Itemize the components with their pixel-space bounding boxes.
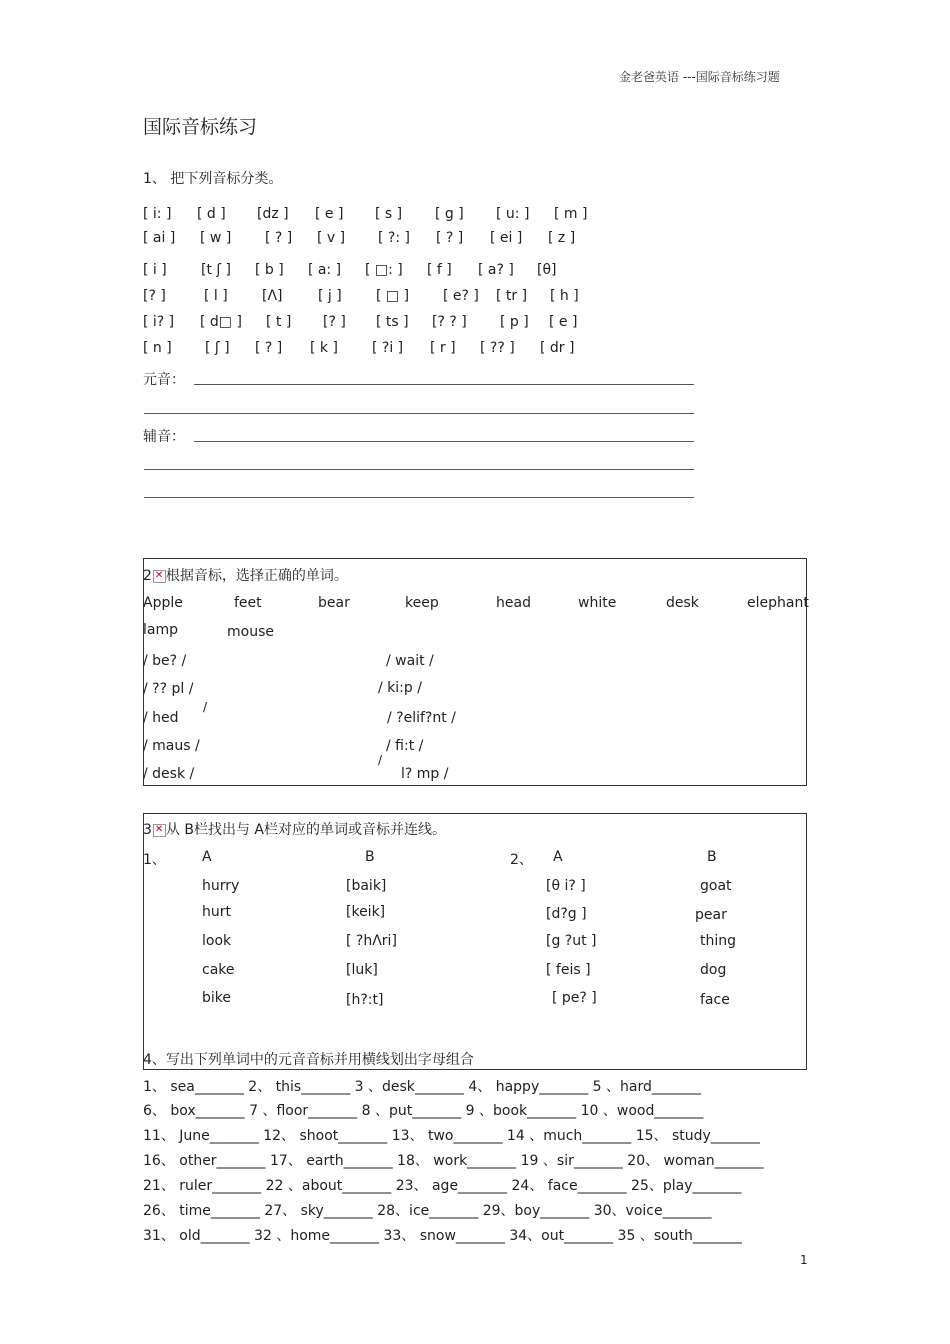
match-item-a[interactable]: [g ?ut ]: [546, 933, 597, 949]
exercise-row[interactable]: 16、 other_______ 17、 earth_______ 18、 work_______ 19 、sir_______ 20、 woman_______: [143, 1153, 764, 1169]
section-1-heading: 1、 把下列音标分类。: [143, 171, 283, 187]
group-1-label: 1、: [143, 852, 166, 868]
vowel-label: 元音：: [143, 372, 185, 388]
phonetic-symbol: [ s ]: [375, 206, 403, 222]
match-item-b[interactable]: thing: [700, 933, 737, 949]
match-item-b[interactable]: [h?:t]: [346, 992, 384, 1008]
match-item-b[interactable]: [keik]: [346, 904, 386, 920]
phonetic-symbol: [ r ]: [430, 340, 456, 356]
broken-image-icon: [153, 824, 166, 837]
exercise-row[interactable]: 26、 time_______ 27、 sky_______ 28、ice_______ 29、boy_______ 30、voice_______: [143, 1203, 712, 1219]
phonetic-symbol: [ ai ]: [143, 230, 176, 246]
word-option: feet: [234, 595, 262, 611]
phonetic-item: / hed: [143, 710, 179, 726]
section-number: 3: [143, 822, 152, 838]
column-a-header: A: [202, 849, 212, 865]
word-option: desk: [666, 595, 699, 611]
section-3-heading: [143, 819, 446, 839]
exercise-row[interactable]: 21、 ruler_______ 22 、about_______ 23、 age_______ 24、 face_______ 25、play_______: [143, 1178, 742, 1194]
phonetic-symbol: [ e? ]: [443, 288, 479, 304]
match-item-a[interactable]: [d?g ]: [546, 906, 587, 922]
match-item-b[interactable]: [luk]: [346, 962, 378, 978]
phonetic-symbol: [ a: ]: [308, 262, 342, 278]
match-item-b[interactable]: face: [700, 992, 730, 1008]
section-number: 2: [143, 568, 152, 584]
word-option: keep: [405, 595, 439, 611]
phonetic-item: l? mp /: [401, 766, 449, 782]
answer-line[interactable]: [144, 497, 694, 498]
answer-line[interactable]: [144, 469, 694, 470]
phonetic-symbol: [ n ]: [143, 340, 172, 356]
phonetic-symbol: [ j ]: [318, 288, 342, 304]
phonetic-item: / maus /: [143, 738, 200, 754]
phonetic-symbol: [θ]: [537, 262, 557, 278]
heading-text: 从 B栏找出与 A栏对应的单词或音标并连线。: [165, 822, 447, 838]
phonetic-symbol: [ ei ]: [490, 230, 523, 246]
match-item-b[interactable]: [baik]: [346, 878, 387, 894]
heading-text: 根据音标，选择正确的单词。: [165, 568, 348, 584]
phonetic-symbol: [ f ]: [427, 262, 452, 278]
phonetic-symbol: [ a? ]: [478, 262, 514, 278]
phonetic-symbol: [ e ]: [549, 314, 578, 330]
column-b-header: B: [365, 849, 375, 865]
word-option: Apple: [143, 595, 183, 611]
answer-line[interactable]: [194, 441, 694, 442]
phonetic-symbol: [? ]: [143, 288, 166, 304]
word-option: elephant: [747, 595, 809, 611]
phonetic-symbol: [ v ]: [317, 230, 346, 246]
phonetic-symbol: [ e ]: [315, 206, 344, 222]
match-item-a[interactable]: bike: [202, 990, 231, 1006]
match-item-b[interactable]: [ ?hΛri]: [346, 933, 397, 949]
word-option: bear: [318, 595, 350, 611]
phonetic-item: / wait /: [386, 653, 434, 669]
exercise-row[interactable]: 6、 box_______ 7 、floor_______ 8 、put_______ 9 、book_______ 10 、wood_______: [143, 1103, 704, 1119]
phonetic-symbol: [? ? ]: [432, 314, 467, 330]
phonetic-item: / ki:p /: [378, 680, 422, 696]
phonetic-symbol: [ ? ]: [265, 230, 293, 246]
match-item-a[interactable]: [ pe? ]: [552, 990, 597, 1006]
phonetic-symbol: [ b ]: [255, 262, 284, 278]
column-b-header: B: [707, 849, 717, 865]
phonetic-item: / desk /: [143, 766, 195, 782]
match-item-a[interactable]: [ feis ]: [546, 962, 591, 978]
phonetic-symbol: [ ?i ]: [372, 340, 404, 356]
word-option: mouse: [227, 624, 274, 640]
slash-mark: /: [203, 700, 208, 714]
phonetic-symbol: [ dr ]: [540, 340, 575, 356]
word-option: lamp: [143, 622, 178, 638]
phonetic-symbol: [ k ]: [310, 340, 338, 356]
phonetic-symbol: [ i? ]: [143, 314, 175, 330]
phonetic-symbol: [ ?? ]: [480, 340, 515, 356]
match-item-a[interactable]: hurt: [202, 904, 231, 920]
phonetic-symbol: [ w ]: [200, 230, 232, 246]
match-item-b[interactable]: goat: [700, 878, 732, 894]
page-number: 1: [800, 1253, 808, 1267]
match-item-a[interactable]: hurry: [202, 878, 240, 894]
exercise-row[interactable]: 31、 old_______ 32 、home_______ 33、 snow_______ 34、out_______ 35 、south_______: [143, 1228, 742, 1244]
phonetic-symbol: [t ʃ ]: [201, 262, 232, 278]
phonetic-symbol: [ □: ]: [365, 262, 403, 278]
phonetic-symbol: [ t ]: [266, 314, 292, 330]
phonetic-symbol: [ i ]: [143, 262, 167, 278]
phonetic-symbol: [ ?: ]: [378, 230, 410, 246]
consonant-label: 辅音：: [143, 429, 185, 445]
phonetic-symbol: [ h ]: [550, 288, 579, 304]
phonetic-symbol: [ u: ]: [496, 206, 530, 222]
phonetic-symbol: [ ʃ ]: [205, 340, 230, 356]
page-title: 国际音标练习: [143, 116, 258, 138]
page-header: 金老爸英语 ---国际音标练习题: [619, 70, 780, 84]
column-a-header: A: [553, 849, 563, 865]
group-2-label: 2、: [510, 852, 533, 868]
broken-image-icon: [153, 570, 166, 583]
phonetic-item: / be? /: [143, 653, 187, 669]
phonetic-item: / ?? pl /: [143, 681, 194, 697]
phonetic-symbol: [ tr ]: [496, 288, 528, 304]
phonetic-symbol: [ p ]: [500, 314, 529, 330]
phonetic-symbol: [ □ ]: [376, 288, 410, 304]
phonetic-symbol: [? ]: [323, 314, 346, 330]
phonetic-symbol: [Λ]: [262, 288, 283, 304]
phonetic-item: / ?elif?nt /: [387, 710, 456, 726]
match-item-b[interactable]: pear: [695, 907, 727, 923]
match-item-b[interactable]: dog: [700, 962, 727, 978]
match-item-a[interactable]: cake: [202, 962, 235, 978]
phonetic-symbol: [ d□ ]: [200, 314, 242, 330]
phonetic-symbol: [ ? ]: [436, 230, 464, 246]
phonetic-symbol: [ m ]: [554, 206, 588, 222]
word-option: head: [496, 595, 531, 611]
phonetic-symbol: [ ts ]: [376, 314, 409, 330]
answer-line[interactable]: [144, 413, 694, 414]
match-item-a[interactable]: [θ i? ]: [546, 878, 586, 894]
phonetic-item: / fi:t /: [386, 738, 424, 754]
section-2-box: [143, 558, 807, 786]
phonetic-symbol: [ l ]: [204, 288, 228, 304]
exercise-row[interactable]: 1、 sea_______ 2、 this_______ 3 、desk_______ 4、 happy_______ 5 、hard_______: [143, 1079, 701, 1095]
phonetic-symbol: [ d ]: [197, 206, 226, 222]
phonetic-symbol: [ z ]: [548, 230, 576, 246]
slash-mark: /: [378, 753, 383, 767]
answer-line[interactable]: [194, 384, 694, 385]
match-item-a[interactable]: look: [202, 933, 232, 949]
section-4-heading: 4、写出下列单词中的元音音标并用横线划出字母组合: [143, 1052, 474, 1068]
phonetic-symbol: [ i: ]: [143, 206, 172, 222]
phonetic-symbol: [dz ]: [257, 206, 289, 222]
section-2-heading: [143, 565, 348, 585]
exercise-row[interactable]: 11、 June_______ 12、 shoot_______ 13、 two_______ 14 、much_______ 15、 study_______: [143, 1128, 760, 1144]
word-option: white: [578, 595, 617, 611]
phonetic-symbol: [ g ]: [435, 206, 464, 222]
phonetic-symbol: [ ? ]: [255, 340, 283, 356]
